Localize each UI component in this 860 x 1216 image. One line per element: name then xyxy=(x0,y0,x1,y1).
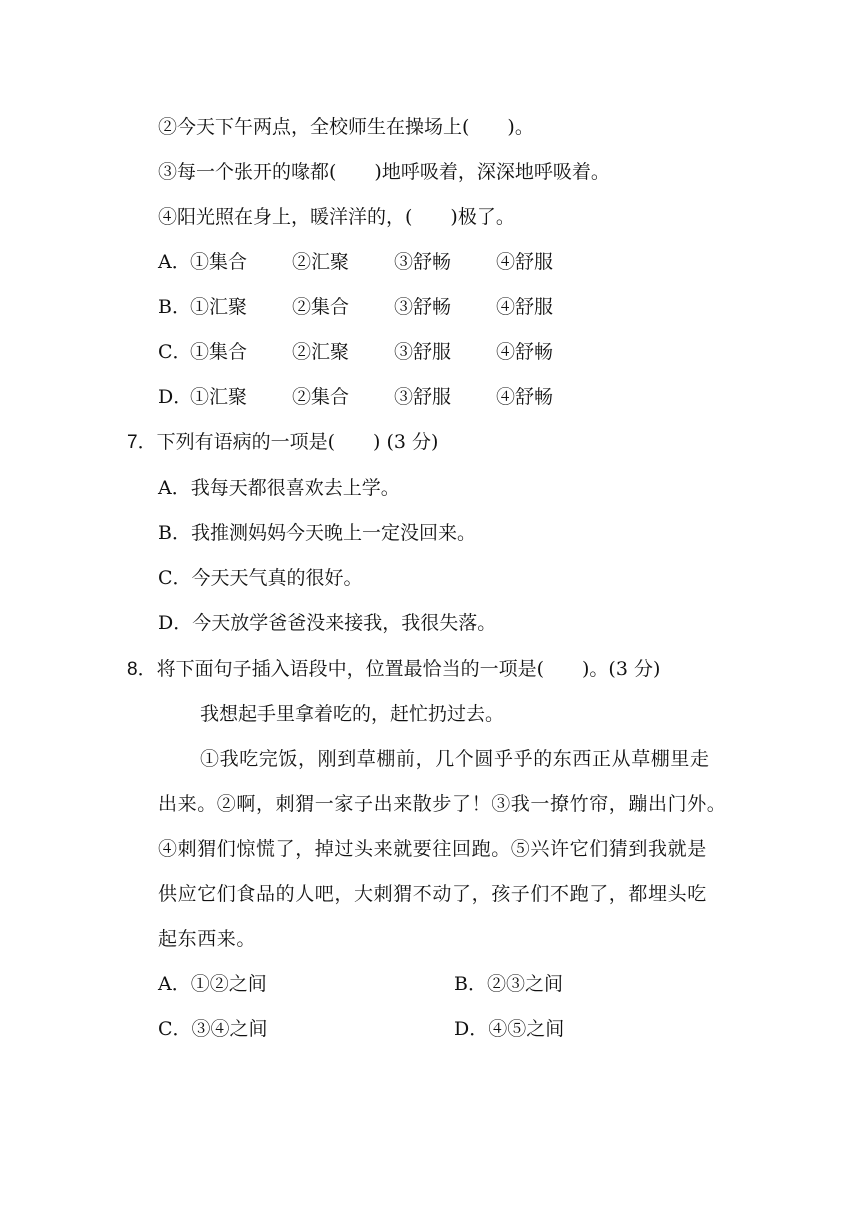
option-word-2: ②集合 xyxy=(292,386,350,408)
option-word-1: ①汇聚 xyxy=(190,296,248,318)
option-word-2: ②汇聚 xyxy=(292,341,350,363)
option-word-3: ③舒畅 xyxy=(394,296,452,318)
q6-sentence-4: ④阳光照在身上，暖洋洋的，( )极了。 xyxy=(158,206,515,228)
q8-passage-line-2: 出来。②啊，刺猬一家子出来散步了！③我一撩竹帘，蹦出门外。 xyxy=(158,793,727,815)
option-word-3: ③舒畅 xyxy=(394,251,452,273)
q8-option-c: C．③④之间 xyxy=(158,1018,268,1040)
q8-passage-line-3: ④刺猬们惊慌了，掉过头来就要往回跑。⑤兴许它们猜到我就是 xyxy=(158,838,707,860)
option-word-4: ④舒畅 xyxy=(496,341,554,363)
question-number: 8． xyxy=(127,659,157,680)
q7-option-c: C．今天天气真的很好。 xyxy=(158,567,363,589)
option-word-1: ①集合 xyxy=(190,251,248,273)
option-word-2: ②集合 xyxy=(292,296,350,318)
option-word-3: ③舒服 xyxy=(394,386,452,408)
option-letter: D． xyxy=(158,386,193,408)
option-letter: B． xyxy=(158,296,191,318)
option-letter: C． xyxy=(158,341,192,363)
q8-option-b: B．②③之间 xyxy=(454,973,563,995)
option-letter: A． xyxy=(158,251,191,273)
q7-option-b: B．我推测妈妈今天晚上一定没回来。 xyxy=(158,522,476,544)
q6-sentence-2: ②今天下午两点，全校师生在操场上( )。 xyxy=(158,116,534,138)
option-word-4: ④舒服 xyxy=(496,296,554,318)
q8-option-d: D．④⑤之间 xyxy=(454,1018,565,1040)
q8-stem-line xyxy=(127,657,660,682)
option-word-1: ①汇聚 xyxy=(190,386,248,408)
option-word-2: ②汇聚 xyxy=(292,251,350,273)
option-word-4: ④舒服 xyxy=(496,251,554,273)
option-word-3: ③舒服 xyxy=(394,341,452,363)
option-word-1: ①集合 xyxy=(190,341,248,363)
q7-option-d: D．今天放学爸爸没来接我，我很失落。 xyxy=(158,612,497,634)
option-word-4: ④舒畅 xyxy=(496,386,554,408)
q8-passage-line-5: 起东西来。 xyxy=(158,928,257,950)
q8-passage-line-1: ①我吃完饭，刚到草棚前，几个圆乎乎的东西正从草棚里走 xyxy=(200,748,710,770)
question-stem: 下列有语病的一项是( ) (3 分) xyxy=(156,431,439,453)
q8-option-a: A．①②之间 xyxy=(158,973,267,995)
q8-passage-line-4: 供应它们食品的人吧，大刺猬不动了，孩子们不跑了，都埋头吃 xyxy=(158,883,707,905)
q8-insert-sentence: 我想起手里拿着吃的，赶忙扔过去。 xyxy=(200,703,505,725)
q7-stem-line xyxy=(127,430,438,455)
question-number: 7． xyxy=(127,432,157,453)
question-stem: 将下面句子插入语段中，位置最恰当的一项是( )。(3 分) xyxy=(156,658,661,680)
q6-sentence-3: ③每一个张开的喙都( )地呼吸着，深深地呼吸着。 xyxy=(158,161,610,183)
q7-option-a: A．我每天都很喜欢去上学。 xyxy=(158,477,400,499)
